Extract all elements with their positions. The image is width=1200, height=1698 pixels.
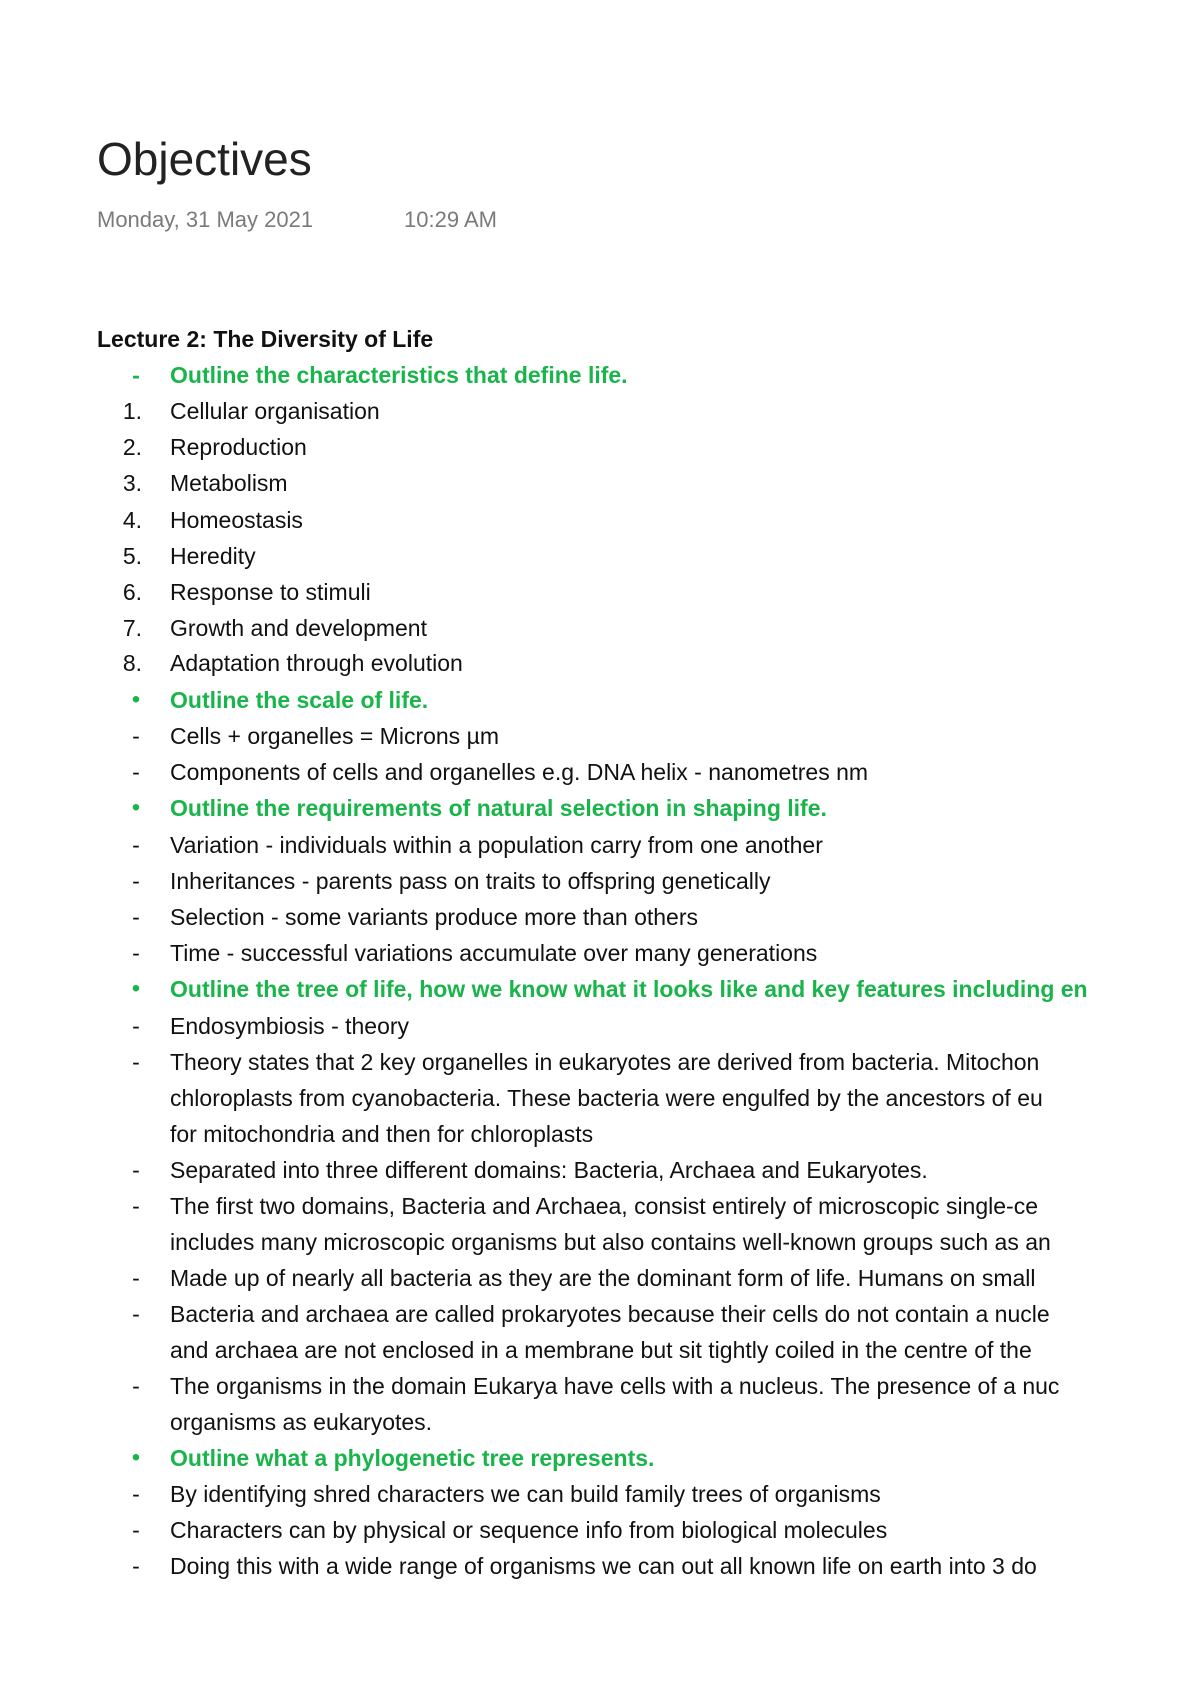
note-text: Metabolism xyxy=(170,470,288,496)
note-line xyxy=(0,1045,1200,1079)
dash-marker: - xyxy=(132,723,140,749)
note-text: Cells + organelles = Microns µm xyxy=(170,723,499,749)
note-text: includes many microscopic organisms but also contains well-known groups such as an xyxy=(170,1229,1051,1255)
note-text: Adaptation through evolution xyxy=(170,650,463,676)
note-line xyxy=(0,972,1200,1006)
note-line xyxy=(0,1261,1200,1295)
list-number: 5. xyxy=(122,543,142,569)
list-number: 7. xyxy=(122,615,142,641)
dash-marker: - xyxy=(132,1193,140,1219)
note-line xyxy=(0,1117,1200,1151)
note-line xyxy=(0,1009,1200,1043)
note-text: Growth and development xyxy=(170,615,427,641)
dash-marker: - xyxy=(132,1013,140,1039)
note-text: Bacteria and archaea are called prokaryotes because their cells do not contain a nucle xyxy=(170,1301,1050,1327)
objective-heading: Outline the characteristics that define life. xyxy=(170,362,628,388)
note-line xyxy=(0,1081,1200,1115)
note-text: Made up of nearly all bacteria as they are the dominant form of life. Humans on small xyxy=(170,1265,1036,1291)
dash-marker: - xyxy=(132,1049,140,1075)
objective-heading: Outline what a phylogenetic tree represents. xyxy=(170,1445,655,1471)
note-line xyxy=(0,1513,1200,1547)
list-number: 8. xyxy=(122,650,142,676)
note-text: Selection - some variants produce more than others xyxy=(170,904,698,930)
note-line xyxy=(0,791,1200,825)
page-title: Objectives xyxy=(97,133,312,185)
note-line xyxy=(0,539,1200,573)
bullet-icon: • xyxy=(131,686,141,713)
note-text: Endosymbiosis - theory xyxy=(170,1013,410,1039)
bullet-icon: • xyxy=(131,975,141,1002)
note-text: Homeostasis xyxy=(170,507,303,533)
note-line xyxy=(0,1153,1200,1187)
note-line xyxy=(0,719,1200,753)
objective-heading: Outline the scale of life. xyxy=(170,687,429,713)
page-date: Monday, 31 May 2021 xyxy=(97,207,314,232)
dash-marker: - xyxy=(132,1553,140,1579)
note-line xyxy=(0,1189,1200,1223)
note-text: organisms as eukaryotes. xyxy=(170,1409,433,1435)
dash-marker: - xyxy=(132,362,140,388)
page-time: 10:29 AM xyxy=(404,207,497,232)
list-number: 2. xyxy=(122,434,142,460)
note-line xyxy=(0,755,1200,789)
note-text: Inheritances - parents pass on traits to offspring genetically xyxy=(170,868,771,894)
note-line xyxy=(0,1225,1200,1259)
note-line xyxy=(0,646,1200,680)
objective-heading: Outline the requirements of natural selection in shaping life. xyxy=(170,795,827,821)
note-text: chloroplasts from cyanobacteria. These bacteria were engulfed by the ancestors of eu xyxy=(170,1085,1043,1111)
note-text: Doing this with a wide range of organisms we can out all known life on earth into 3 do xyxy=(170,1553,1037,1579)
note-line xyxy=(0,1333,1200,1367)
bullet-icon: • xyxy=(131,1444,141,1471)
note-line xyxy=(0,1405,1200,1439)
note-text: Reproduction xyxy=(170,434,307,460)
dash-marker: - xyxy=(132,1265,140,1291)
list-number: 6. xyxy=(122,579,142,605)
note-text: Separated into three different domains: Bacteria, Archaea and Eukaryotes. xyxy=(170,1157,928,1183)
note-line xyxy=(0,466,1200,500)
note-line xyxy=(0,1477,1200,1511)
note-line xyxy=(0,864,1200,898)
note-line xyxy=(0,394,1200,428)
note-line xyxy=(0,1441,1200,1475)
dash-marker: - xyxy=(132,1301,140,1327)
note-text: for mitochondria and then for chloroplasts xyxy=(170,1121,594,1147)
note-text: Variation - individuals within a population carry from one another xyxy=(170,832,823,858)
note-line xyxy=(0,900,1200,934)
note-line xyxy=(0,1297,1200,1331)
note-text: Cellular organisation xyxy=(170,398,380,424)
note-line xyxy=(0,1369,1200,1403)
note-text: Components of cells and organelles e.g. DNA helix - nanometres nm xyxy=(170,759,869,785)
list-number: 4. xyxy=(122,507,142,533)
note-text: Characters can by physical or sequence info from biological molecules xyxy=(170,1517,888,1543)
list-number: 1. xyxy=(122,398,142,424)
dash-marker: - xyxy=(132,904,140,930)
dash-marker: - xyxy=(132,1373,140,1399)
dash-marker: - xyxy=(132,1157,140,1183)
note-text: and archaea are not enclosed in a membrane but sit tightly coiled in the centre of the xyxy=(170,1337,1032,1363)
note-line xyxy=(0,1549,1200,1583)
note-line xyxy=(0,575,1200,609)
note-line xyxy=(0,503,1200,537)
dash-marker: - xyxy=(132,1517,140,1543)
dash-marker: - xyxy=(132,868,140,894)
bullet-icon: • xyxy=(131,794,141,821)
note-line xyxy=(0,430,1200,464)
note-line xyxy=(0,936,1200,970)
note-text: By identifying shred characters we can build family trees of organisms xyxy=(170,1481,881,1507)
dash-marker: - xyxy=(132,940,140,966)
note-line xyxy=(0,611,1200,645)
note-text: The organisms in the domain Eukarya have cells with a nucleus. The presence of a nuc xyxy=(170,1373,1060,1399)
dash-marker: - xyxy=(132,832,140,858)
note-text: Heredity xyxy=(170,543,256,569)
note-line xyxy=(0,683,1200,717)
dash-marker: - xyxy=(132,759,140,785)
note-text: The first two domains, Bacteria and Archaea, consist entirely of microscopic single-ce xyxy=(170,1193,1038,1219)
list-number: 3. xyxy=(122,470,142,496)
note-line xyxy=(0,828,1200,862)
note-text: Response to stimuli xyxy=(170,579,371,605)
note-line xyxy=(0,358,1200,392)
dash-marker: - xyxy=(132,1481,140,1507)
note-text: Time - successful variations accumulate over many generations xyxy=(170,940,818,966)
note-text: Theory states that 2 key organelles in eukaryotes are derived from bacteria. Mitochon xyxy=(170,1049,1040,1075)
objective-heading: Outline the tree of life, how we know what it looks like and key features including en xyxy=(170,976,1088,1002)
lecture-heading: Lecture 2: The Diversity of Life xyxy=(97,326,434,352)
